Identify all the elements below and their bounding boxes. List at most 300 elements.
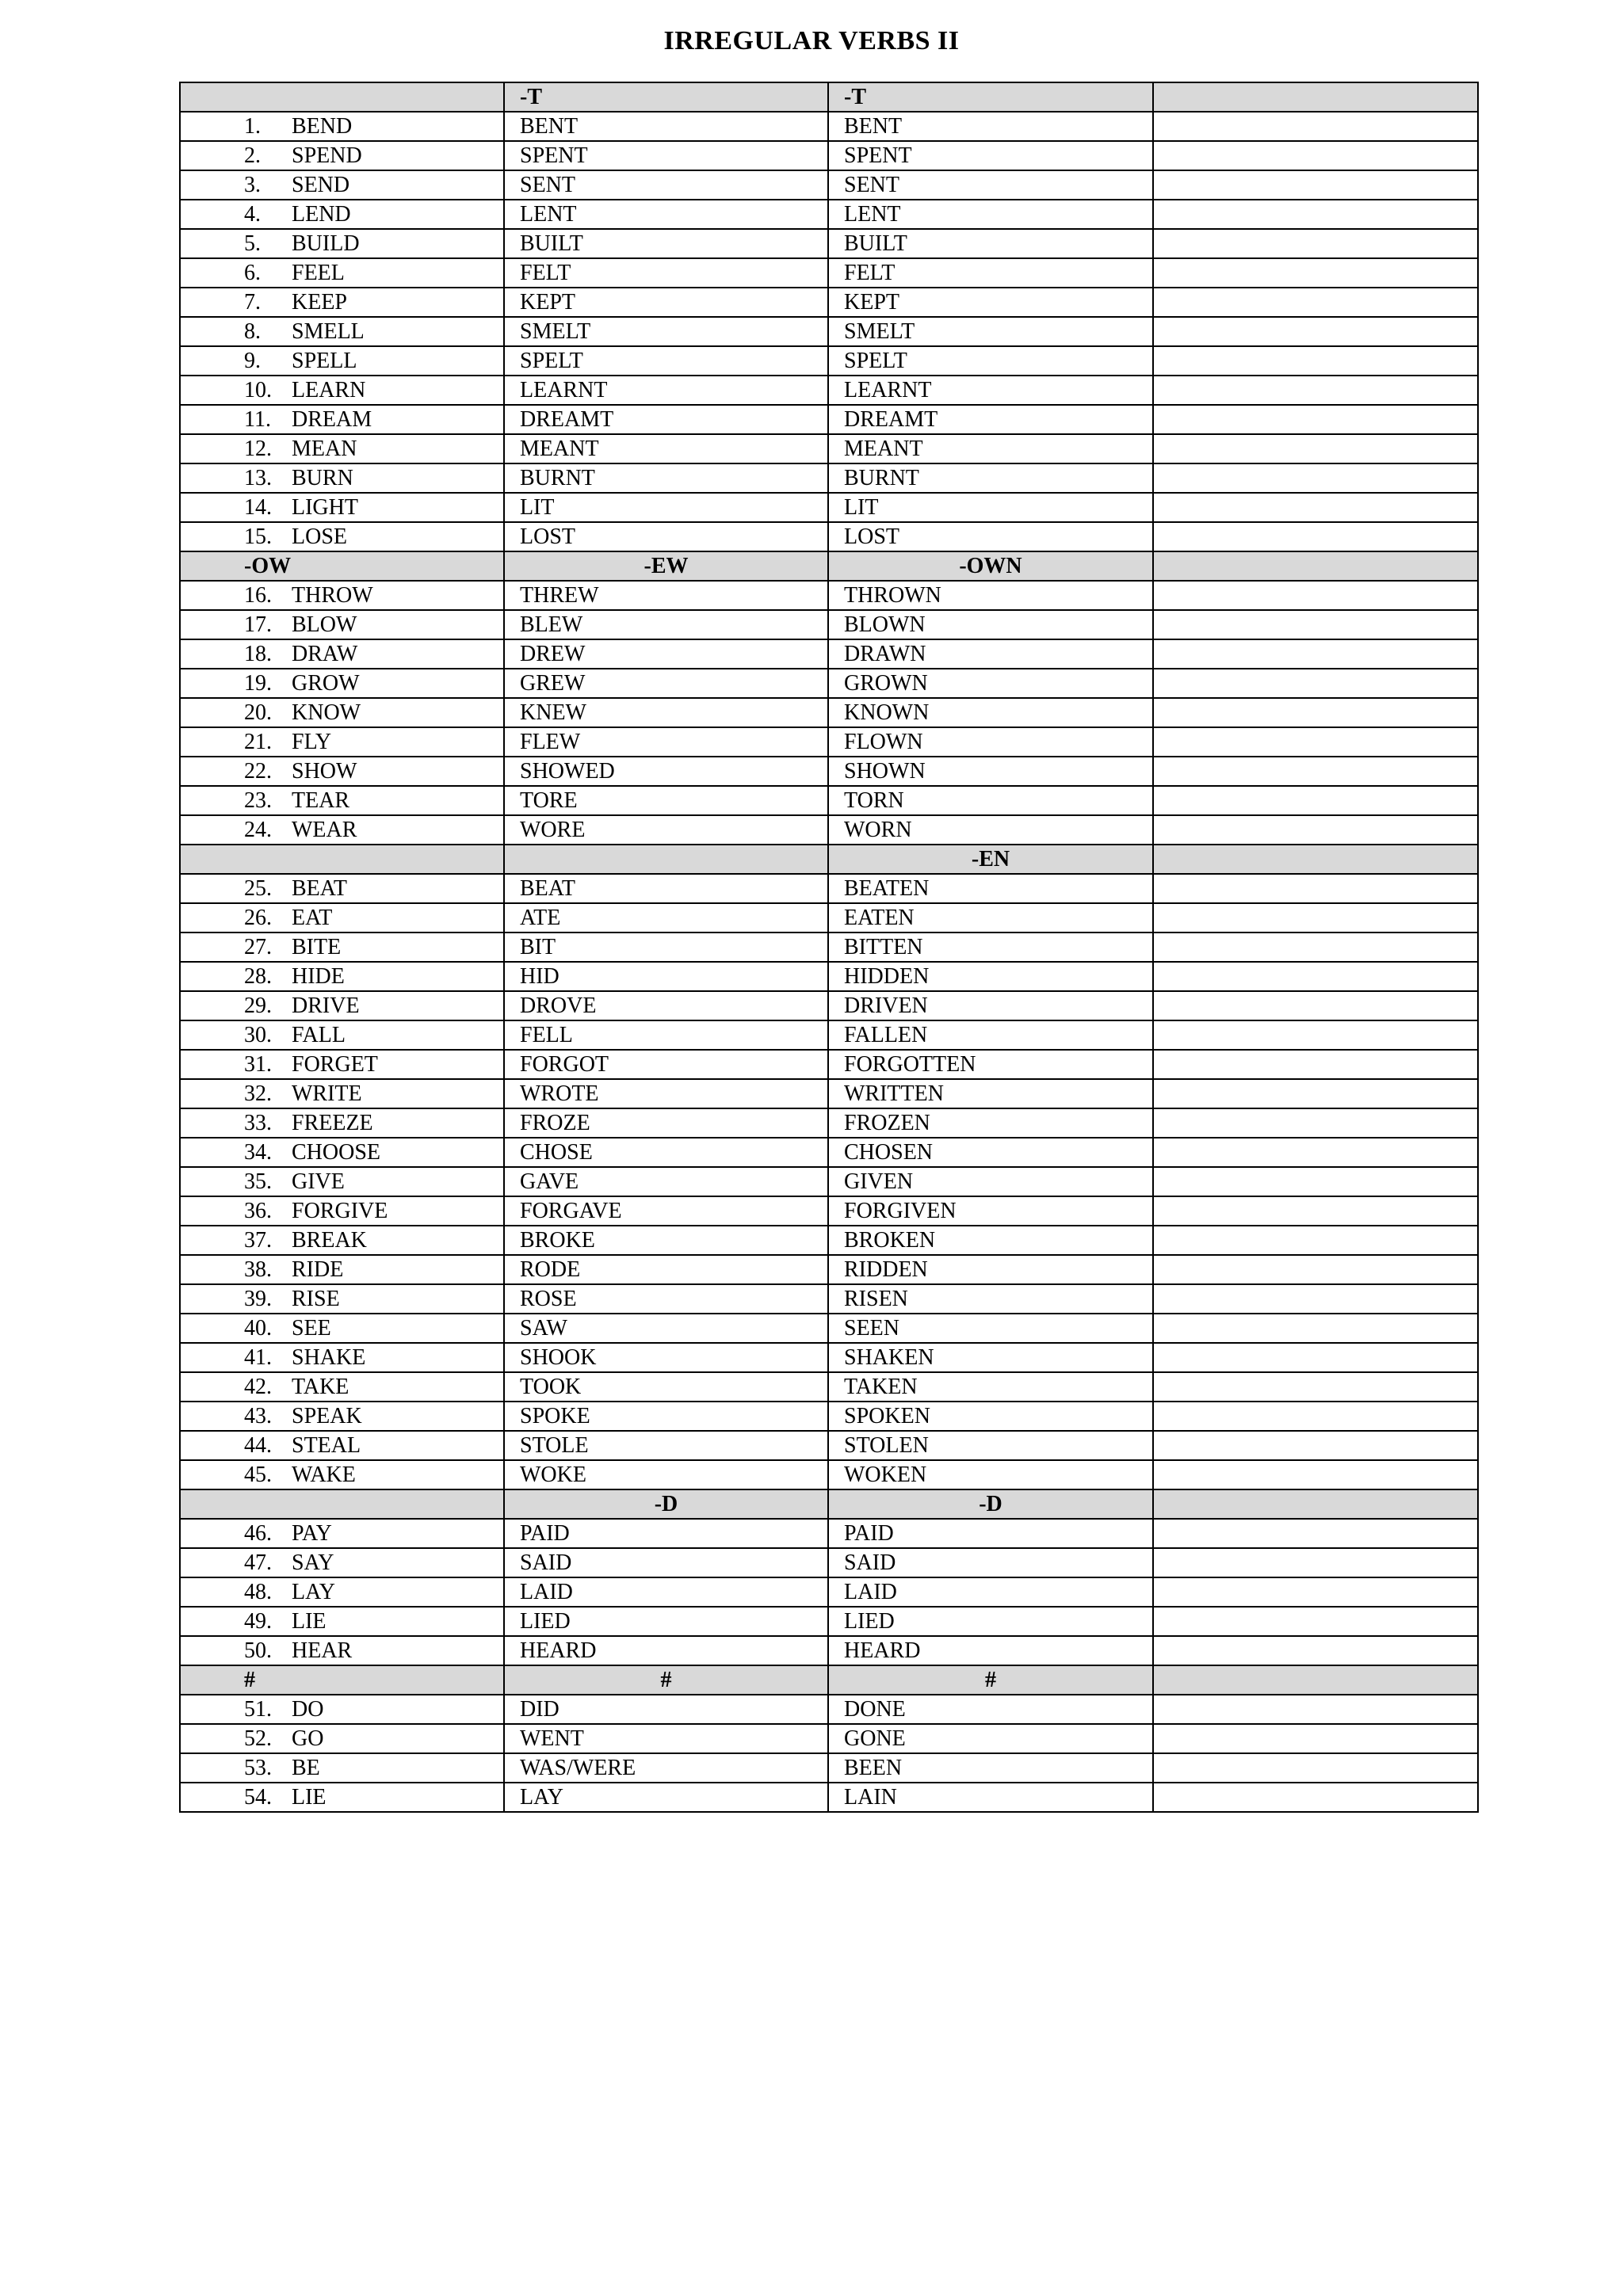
table-row (180, 1695, 1478, 1724)
past-participle-cell: LAID (828, 1577, 1153, 1607)
row-number: 39. (244, 1287, 272, 1311)
table-row (180, 376, 1478, 405)
base-form: GROW (292, 671, 360, 696)
past-participle-cell: SPELT (828, 346, 1153, 376)
blank-answer-cell (1153, 1402, 1478, 1431)
past-participle-cell: STOLEN (828, 1431, 1153, 1460)
base-form-cell (180, 1196, 504, 1226)
past-participle-cell: SHAKEN (828, 1343, 1153, 1372)
blank-answer-cell (1153, 317, 1478, 346)
past-participle-cell: BEEN (828, 1753, 1153, 1783)
base-form: LEND (292, 202, 351, 227)
base-form: LIGHT (292, 495, 358, 520)
past-participle-cell: WOKEN (828, 1460, 1153, 1489)
group-header-base (180, 845, 504, 874)
past-simple-cell: SMELT (504, 317, 828, 346)
base-form-cell (180, 903, 504, 933)
base-form-cell (180, 962, 504, 991)
table-row (180, 757, 1478, 786)
row-number: 54. (244, 1785, 272, 1810)
row-number: 34. (244, 1140, 272, 1165)
past-participle-cell: LENT (828, 200, 1153, 229)
table-row (180, 1255, 1478, 1284)
table-row (180, 610, 1478, 639)
base-form: TEAR (292, 788, 350, 813)
row-number: 33. (244, 1111, 272, 1135)
table-row (180, 581, 1478, 610)
base-form: WAKE (292, 1463, 356, 1487)
table-row (180, 1372, 1478, 1402)
blank-answer-cell (1153, 727, 1478, 757)
past-simple-cell: KNEW (504, 698, 828, 727)
blank-answer-cell (1153, 1255, 1478, 1284)
table-row (180, 874, 1478, 903)
blank-answer-cell (1153, 200, 1478, 229)
group-header-participle: -T (828, 82, 1153, 112)
base-form-cell (180, 786, 504, 815)
past-simple-cell: BUILT (504, 229, 828, 258)
base-form: FALL (292, 1023, 346, 1047)
base-form: DRIVE (292, 994, 360, 1018)
base-form-cell (180, 581, 504, 610)
group-header-extra (1153, 845, 1478, 874)
base-form-cell (180, 727, 504, 757)
row-number: 28. (244, 964, 272, 989)
past-simple-cell: SENT (504, 170, 828, 200)
table-row (180, 288, 1478, 317)
base-form-cell (180, 463, 504, 493)
base-form: SPEND (292, 143, 362, 168)
past-participle-cell: BUILT (828, 229, 1153, 258)
base-form: DREAM (292, 407, 372, 432)
base-form: RIDE (292, 1257, 344, 1282)
base-form: BEND (292, 114, 353, 139)
base-form-cell (180, 434, 504, 463)
blank-answer-cell (1153, 698, 1478, 727)
past-participle-cell: FELT (828, 258, 1153, 288)
row-number: 16. (244, 583, 272, 608)
base-form-cell (180, 874, 504, 903)
blank-answer-cell (1153, 1548, 1478, 1577)
table-row (180, 1108, 1478, 1138)
past-simple-cell: SAW (504, 1314, 828, 1343)
base-form-cell (180, 112, 504, 141)
base-form-cell (180, 639, 504, 669)
base-form: WRITE (292, 1081, 362, 1106)
past-simple-cell: SHOWED (504, 757, 828, 786)
past-simple-cell: BLEW (504, 610, 828, 639)
base-form-cell (180, 376, 504, 405)
blank-answer-cell (1153, 112, 1478, 141)
base-form-cell (180, 757, 504, 786)
base-form-cell (180, 1343, 504, 1372)
past-participle-cell: SAID (828, 1548, 1153, 1577)
base-form: BLOW (292, 612, 357, 637)
past-simple-cell: DROVE (504, 991, 828, 1020)
base-form-cell (180, 288, 504, 317)
row-number: 7. (244, 290, 261, 315)
blank-answer-cell (1153, 1372, 1478, 1402)
table-row (180, 1402, 1478, 1431)
row-number: 43. (244, 1404, 272, 1428)
base-form: TAKE (292, 1375, 349, 1399)
past-participle-cell: KEPT (828, 288, 1153, 317)
blank-answer-cell (1153, 170, 1478, 200)
table-row (180, 815, 1478, 845)
blank-answer-cell (1153, 1607, 1478, 1636)
table-row (180, 1138, 1478, 1167)
blank-answer-cell (1153, 639, 1478, 669)
row-number: 9. (244, 349, 261, 373)
base-form: FLY (292, 730, 332, 754)
table-row (180, 1460, 1478, 1489)
base-form-cell (180, 1372, 504, 1402)
table-body (180, 82, 1478, 1812)
base-form: GO (292, 1726, 324, 1751)
table-row (180, 903, 1478, 933)
past-simple-cell: TOOK (504, 1372, 828, 1402)
base-form: RISE (292, 1287, 340, 1311)
table-row (180, 1020, 1478, 1050)
past-participle-cell: FORGOTTEN (828, 1050, 1153, 1079)
past-participle-cell: LEARNT (828, 376, 1153, 405)
blank-answer-cell (1153, 1431, 1478, 1460)
table-row (180, 1226, 1478, 1255)
past-simple-cell: BROKE (504, 1226, 828, 1255)
past-simple-cell: KEPT (504, 288, 828, 317)
page-title: IRREGULAR VERBS II (663, 26, 960, 55)
table-row (180, 200, 1478, 229)
base-form-cell (180, 1577, 504, 1607)
base-form: FORGIVE (292, 1199, 388, 1223)
past-simple-cell: SPELT (504, 346, 828, 376)
row-number: 31. (244, 1052, 272, 1077)
blank-answer-cell (1153, 1460, 1478, 1489)
blank-answer-cell (1153, 1050, 1478, 1079)
blank-answer-cell (1153, 903, 1478, 933)
past-simple-cell: MEANT (504, 434, 828, 463)
blank-answer-cell (1153, 1079, 1478, 1108)
past-simple-cell: GAVE (504, 1167, 828, 1196)
past-simple-cell: CHOSE (504, 1138, 828, 1167)
row-number: 23. (244, 788, 272, 813)
blank-answer-cell (1153, 1196, 1478, 1226)
row-number: 20. (244, 700, 272, 725)
base-form-cell (180, 1431, 504, 1460)
table-row (180, 170, 1478, 200)
table-row (180, 1753, 1478, 1783)
base-form-cell (180, 1079, 504, 1108)
past-simple-cell: DREW (504, 639, 828, 669)
base-form-cell (180, 933, 504, 962)
table-row (180, 1196, 1478, 1226)
past-participle-cell: BURNT (828, 463, 1153, 493)
past-simple-cell: SAID (504, 1548, 828, 1577)
base-form-cell (180, 815, 504, 845)
base-form: EAT (292, 906, 333, 930)
blank-answer-cell (1153, 669, 1478, 698)
row-number: 45. (244, 1463, 272, 1487)
group-header-base (180, 1489, 504, 1519)
base-form-cell (180, 170, 504, 200)
past-participle-cell: GIVEN (828, 1167, 1153, 1196)
base-form: SEND (292, 173, 350, 197)
group-header-past: -T (504, 82, 828, 112)
past-participle-cell: LOST (828, 522, 1153, 551)
past-simple-cell: SPOKE (504, 1402, 828, 1431)
base-form-cell (180, 669, 504, 698)
past-participle-cell: TAKEN (828, 1372, 1153, 1402)
base-form-cell (180, 1783, 504, 1812)
past-simple-cell: FLEW (504, 727, 828, 757)
base-form: FREEZE (292, 1111, 373, 1135)
table-row (180, 639, 1478, 669)
past-participle-cell: GONE (828, 1724, 1153, 1753)
past-participle-cell: WORN (828, 815, 1153, 845)
base-form: BE (292, 1756, 320, 1780)
row-number: 26. (244, 906, 272, 930)
past-simple-cell: BURNT (504, 463, 828, 493)
table-row (180, 1167, 1478, 1196)
group-header-participle: -OWN (828, 551, 1153, 581)
row-number: 25. (244, 876, 272, 901)
base-form: SHAKE (292, 1345, 366, 1370)
blank-answer-cell (1153, 1167, 1478, 1196)
group-header-extra (1153, 1489, 1478, 1519)
past-simple-cell: LEARNT (504, 376, 828, 405)
row-number: 32. (244, 1081, 272, 1106)
past-simple-cell: FELL (504, 1020, 828, 1050)
row-number: 3. (244, 173, 261, 197)
group-header-base: # (180, 1665, 504, 1695)
base-form: BREAK (292, 1228, 367, 1253)
past-participle-cell: DONE (828, 1695, 1153, 1724)
row-number: 8. (244, 319, 261, 344)
blank-answer-cell (1153, 757, 1478, 786)
blank-answer-cell (1153, 229, 1478, 258)
row-number: 19. (244, 671, 272, 696)
blank-answer-cell (1153, 405, 1478, 434)
base-form: LOSE (292, 524, 347, 549)
table-row (180, 1519, 1478, 1548)
table-row (180, 405, 1478, 434)
base-form-cell (180, 317, 504, 346)
row-number: 1. (244, 114, 261, 139)
past-simple-cell: WENT (504, 1724, 828, 1753)
row-number: 12. (244, 437, 272, 461)
blank-answer-cell (1153, 933, 1478, 962)
base-form-cell (180, 493, 504, 522)
past-simple-cell: RODE (504, 1255, 828, 1284)
base-form-cell (180, 1050, 504, 1079)
row-number: 4. (244, 202, 261, 227)
blank-answer-cell (1153, 141, 1478, 170)
blank-answer-cell (1153, 786, 1478, 815)
past-participle-cell: HEARD (828, 1636, 1153, 1665)
table-row (180, 669, 1478, 698)
base-form: LIE (292, 1609, 327, 1634)
row-number: 14. (244, 495, 272, 520)
past-simple-cell: THREW (504, 581, 828, 610)
blank-answer-cell (1153, 1577, 1478, 1607)
base-form: HEAR (292, 1638, 353, 1663)
row-number: 15. (244, 524, 272, 549)
base-form: WEAR (292, 818, 357, 842)
base-form: LEARN (292, 378, 366, 402)
base-form: FEEL (292, 261, 345, 285)
past-participle-cell: HIDDEN (828, 962, 1153, 991)
row-number: 17. (244, 612, 272, 637)
irregular-verbs-table (179, 82, 1479, 1813)
blank-answer-cell (1153, 463, 1478, 493)
past-simple-cell: FORGOT (504, 1050, 828, 1079)
base-form-cell (180, 1636, 504, 1665)
blank-answer-cell (1153, 874, 1478, 903)
base-form-cell (180, 1548, 504, 1577)
base-form-cell (180, 1020, 504, 1050)
base-form: MEAN (292, 437, 357, 461)
blank-answer-cell (1153, 1343, 1478, 1372)
past-simple-cell: GREW (504, 669, 828, 698)
base-form: BUILD (292, 231, 360, 256)
table-row (180, 1636, 1478, 1665)
base-form: SPELL (292, 349, 357, 373)
past-simple-cell: LIT (504, 493, 828, 522)
past-participle-cell: CHOSEN (828, 1138, 1153, 1167)
table-row (180, 933, 1478, 962)
base-form: BITE (292, 935, 342, 959)
base-form: BEAT (292, 876, 347, 901)
past-participle-cell: KNOWN (828, 698, 1153, 727)
blank-answer-cell (1153, 1226, 1478, 1255)
blank-answer-cell (1153, 346, 1478, 376)
blank-answer-cell (1153, 1314, 1478, 1343)
past-participle-cell: GROWN (828, 669, 1153, 698)
group-header-participle: # (828, 1665, 1153, 1695)
group-header-row (180, 845, 1478, 874)
past-simple-cell: ROSE (504, 1284, 828, 1314)
past-participle-cell: FROZEN (828, 1108, 1153, 1138)
blank-answer-cell (1153, 815, 1478, 845)
blank-answer-cell (1153, 1519, 1478, 1548)
row-number: 18. (244, 642, 272, 666)
blank-answer-cell (1153, 1284, 1478, 1314)
base-form: BURN (292, 466, 353, 490)
base-form-cell (180, 141, 504, 170)
row-number: 41. (244, 1345, 272, 1370)
blank-answer-cell (1153, 1108, 1478, 1138)
row-number: 27. (244, 935, 272, 959)
row-number: 49. (244, 1609, 272, 1634)
base-form-cell (180, 405, 504, 434)
past-participle-cell: RIDDEN (828, 1255, 1153, 1284)
base-form: CHOOSE (292, 1140, 381, 1165)
row-number: 2. (244, 143, 261, 168)
base-form-cell (180, 1724, 504, 1753)
past-simple-cell: WAS/WERE (504, 1753, 828, 1783)
past-simple-cell: LAID (504, 1577, 828, 1607)
table-row (180, 1548, 1478, 1577)
base-form-cell (180, 1284, 504, 1314)
blank-answer-cell (1153, 258, 1478, 288)
table-row (180, 434, 1478, 463)
past-simple-cell: HEARD (504, 1636, 828, 1665)
table-row (180, 229, 1478, 258)
base-form: LAY (292, 1580, 335, 1604)
row-number: 52. (244, 1726, 272, 1751)
past-simple-cell: DID (504, 1695, 828, 1724)
row-number: 24. (244, 818, 272, 842)
table-row (180, 1343, 1478, 1372)
row-number: 44. (244, 1433, 272, 1458)
group-header-extra (1153, 1665, 1478, 1695)
past-simple-cell: SPENT (504, 141, 828, 170)
row-number: 53. (244, 1756, 272, 1780)
table-row (180, 141, 1478, 170)
group-header-base: -OW (180, 551, 504, 581)
group-header-row (180, 551, 1478, 581)
past-simple-cell: LOST (504, 522, 828, 551)
base-form: KEEP (292, 290, 347, 315)
blank-answer-cell (1153, 1695, 1478, 1724)
table-row (180, 1314, 1478, 1343)
past-participle-cell: FALLEN (828, 1020, 1153, 1050)
past-participle-cell: LIT (828, 493, 1153, 522)
base-form-cell (180, 1519, 504, 1548)
group-header-extra (1153, 82, 1478, 112)
row-number: 48. (244, 1580, 272, 1604)
past-simple-cell: HID (504, 962, 828, 991)
past-simple-cell: TORE (504, 786, 828, 815)
past-participle-cell: SMELT (828, 317, 1153, 346)
base-form-cell (180, 1402, 504, 1431)
table-row (180, 1577, 1478, 1607)
past-participle-cell: DREAMT (828, 405, 1153, 434)
group-header-row (180, 1665, 1478, 1695)
base-form-cell (180, 1753, 504, 1783)
blank-answer-cell (1153, 1138, 1478, 1167)
base-form-cell (180, 1255, 504, 1284)
base-form-cell (180, 1226, 504, 1255)
row-number: 36. (244, 1199, 272, 1223)
base-form: FORGET (292, 1052, 378, 1077)
base-form-cell (180, 200, 504, 229)
row-number: 51. (244, 1697, 272, 1722)
base-form-cell (180, 1460, 504, 1489)
past-simple-cell: BENT (504, 112, 828, 141)
past-participle-cell: THROWN (828, 581, 1153, 610)
table-row (180, 727, 1478, 757)
row-number: 35. (244, 1169, 272, 1194)
base-form: HIDE (292, 964, 345, 989)
group-header-base (180, 82, 504, 112)
row-number: 40. (244, 1316, 272, 1341)
past-participle-cell: SPENT (828, 141, 1153, 170)
base-form: KNOW (292, 700, 361, 725)
row-number: 38. (244, 1257, 272, 1282)
past-participle-cell: BITTEN (828, 933, 1153, 962)
base-form: DO (292, 1697, 324, 1722)
row-number: 30. (244, 1023, 272, 1047)
blank-answer-cell (1153, 434, 1478, 463)
group-header-extra (1153, 551, 1478, 581)
table-row (180, 1431, 1478, 1460)
table-row (180, 1607, 1478, 1636)
blank-answer-cell (1153, 288, 1478, 317)
base-form: LIE (292, 1785, 327, 1810)
table-row (180, 1079, 1478, 1108)
base-form-cell (180, 1108, 504, 1138)
